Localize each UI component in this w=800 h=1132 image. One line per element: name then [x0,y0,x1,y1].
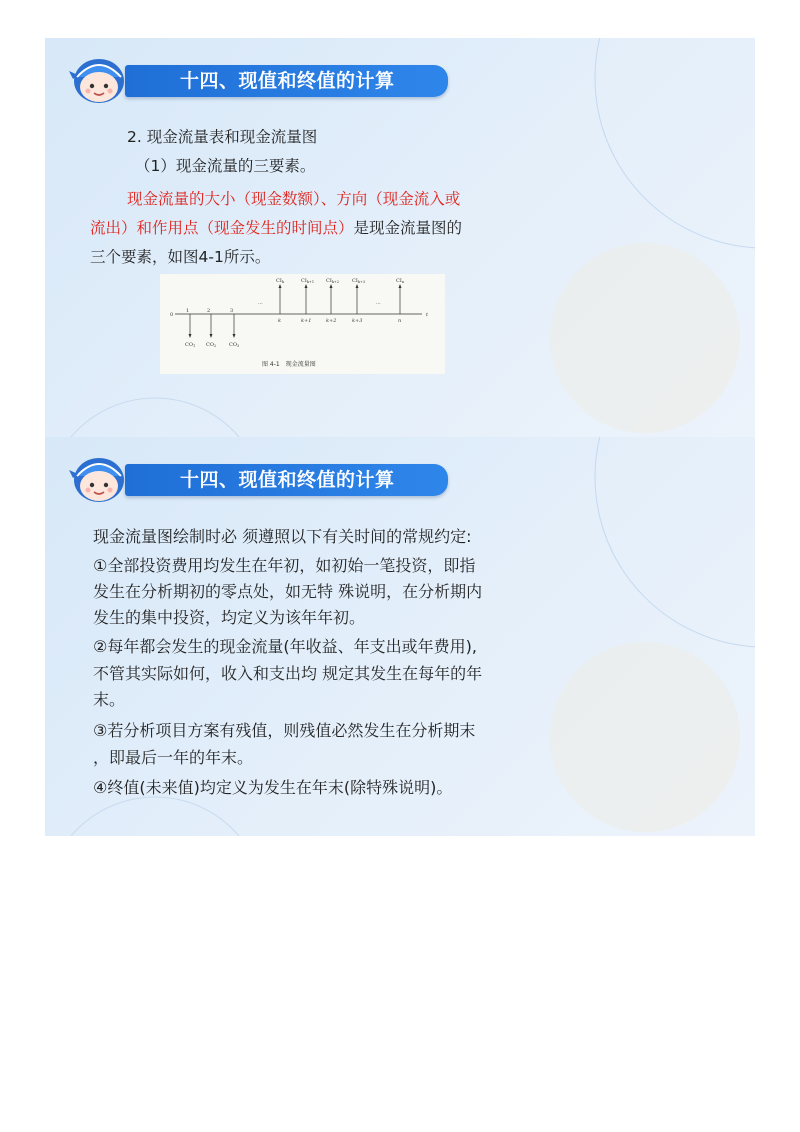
axis-tick-1: 1 [186,308,190,314]
slide-title: 十四、现值和终值的计算 [180,70,395,92]
cash-flow-diagram [160,274,445,374]
axis-tick-t: t [426,312,429,318]
title-banner [125,464,448,496]
mascot-logo [69,450,133,506]
section-heading: 2. 现金流量表和现金流量图 [127,128,318,146]
inflow-label-n: $CI_n$ [396,278,405,284]
body-line-3: 发生在分析期初的零点处，如无特 殊说明，在分析期内 [93,582,483,601]
title-banner [125,65,448,97]
axis-tick-k1: k+1 [301,318,312,324]
outflow-label-2: $CO_2$ [206,342,217,348]
inflow-label-k2: $CI_{k+2}$ [326,278,340,284]
body-line-1: 现金流量图绘制时必 须遵照以下有关时间的常规约定: [93,527,472,546]
outflow-label-1: $CO_1$ [185,342,196,348]
axis-tick-2: 2 [207,308,211,314]
axis-tick-3: 3 [230,308,234,314]
axis-tick-0: 0 [170,312,174,318]
body-line-2: ①全部投资费用均发生在年初，如初始一笔投资，即指 [93,556,476,575]
emphasis-line-2: 流出）和作用点（现金发生的时间点） [90,219,354,237]
slide-drawing-conventions [45,437,755,836]
body-line-8: ③若分析项目方案有残值，则残值必然发生在分析期末 [93,721,476,740]
body-line-9: ，即最后一年的年末。 [93,748,254,767]
mascot-logo [69,51,133,107]
body-line-5: ②每年都会发生的现金流量(年收益、年支出或年费用), [93,637,477,656]
ellipsis-left: ... [258,300,263,306]
axis-tick-n: n [398,318,402,324]
body-line-6: 不管其实际如何，收入和支出均 规定其发生在每年的年 [93,664,483,683]
cash-flow-diagram-svg [160,274,445,374]
body-line-4: 发生的集中投资，均定义为该年年初。 [93,608,366,627]
axis-tick-k3: k+3 [352,318,363,324]
outflow-label-3: $CO_3$ [229,342,240,348]
figure-caption: 图 4-1 现金流量图 [262,361,316,368]
body-line-2-rest: 是现金流量图的 [353,219,463,237]
body-line-2 [90,217,462,239]
inflow-label-k1: $CI_{k+1}$ [301,278,315,284]
sub-heading: （1）现金流量的三要素。 [135,157,316,175]
body-line-3: 三个要素，如图4-1所示。 [90,248,271,266]
ellipsis-right: ... [376,300,381,306]
inflow-label-k: $CI_k$ [276,278,284,284]
slide-cash-flow-elements [45,38,755,437]
body-line-7: 末。 [93,690,126,709]
slide-title: 十四、现值和终值的计算 [180,469,395,491]
inflow-label-k3: $CI_{k+3}$ [352,278,366,284]
axis-tick-k2: k+2 [326,318,337,324]
emphasis-line-1: 现金流量的大小（现金数额）、方向（现金流入或 [127,190,461,208]
axis-tick-k: k [278,318,282,324]
body-line-10: ④终值(未来值)均定义为发生在年末(除特殊说明)。 [93,778,453,797]
